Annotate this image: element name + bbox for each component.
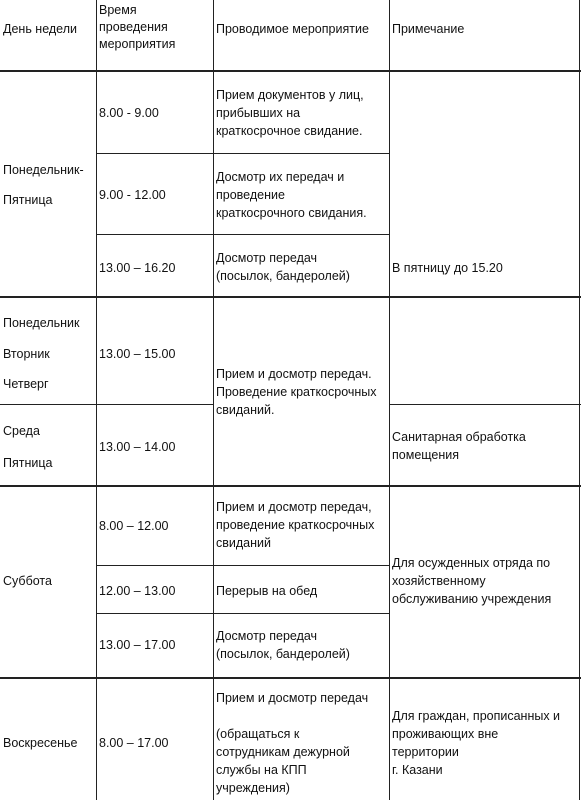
event-cell: Досмотр передач (посылок, бандеролей) (216, 629, 350, 661)
row-divider (96, 153, 390, 154)
day-label: Суббота (3, 574, 52, 588)
event-cell: Досмотр их передач и проведение краткосрочного свидания. (216, 170, 367, 220)
row-divider (0, 296, 581, 298)
day-label: Четверг (3, 377, 49, 391)
day-label: Пятница (3, 193, 53, 207)
note-cell: Санитарная обработка помещения (392, 430, 526, 462)
column-divider (96, 0, 97, 800)
row-divider (0, 404, 213, 405)
event-cell: Прием и досмотр передач, проведение краткосрочных свиданий (216, 500, 375, 550)
day-label: Среда (3, 424, 40, 438)
header-day: День недели (3, 22, 77, 36)
row-divider (0, 70, 581, 72)
time-cell: 8.00 – 17.00 (99, 736, 169, 750)
time-cell: 13.00 – 17.00 (99, 638, 176, 652)
event-cell: Прием документов у лиц, прибывших на краткосрочное свидание. (216, 88, 364, 138)
time-cell: 8.00 – 12.00 (99, 519, 169, 533)
note-cell: Для осужденных отряда по хозяйственному обслуживанию учреждения (392, 556, 552, 606)
day-label: Вторник (3, 347, 50, 361)
row-divider (389, 404, 581, 405)
time-cell: 12.00 – 13.00 (99, 584, 176, 598)
event-cell: Прием и досмотр передач (обращаться к сотрудникам дежурной службы на КПП учреждения) (216, 691, 369, 795)
table-right-border (579, 0, 580, 800)
row-divider (96, 565, 390, 566)
row-divider (96, 234, 390, 235)
day-label: Понедельник (3, 316, 80, 330)
day-label: Воскресенье (3, 736, 78, 750)
time-cell: 13.00 – 15.00 (99, 347, 176, 361)
time-cell: 9.00 - 12.00 (99, 188, 166, 202)
header-note: Примечание (392, 22, 465, 36)
row-divider (0, 485, 581, 487)
note-cell: В пятницу до 15.20 (392, 261, 503, 275)
time-cell: 13.00 – 16.20 (99, 261, 176, 275)
event-cell: Досмотр передач (посылок, бандеролей) (216, 251, 350, 283)
column-divider (213, 0, 214, 800)
header-event: Проводимое мероприятие (216, 22, 369, 36)
time-cell: 8.00 - 9.00 (99, 106, 159, 120)
time-cell: 13.00 – 14.00 (99, 440, 176, 454)
note-cell: Для граждан, прописанных и проживающих вне территории г. Казани (392, 709, 561, 777)
row-divider (0, 677, 581, 679)
header-time: Время проведения мероприятия (99, 3, 176, 51)
day-label: Пятница (3, 456, 53, 470)
row-divider (96, 613, 390, 614)
column-divider (389, 0, 390, 800)
event-cell: Перерыв на обед (216, 584, 318, 598)
day-label: Понедельник- (3, 163, 84, 177)
event-cell: Прием и досмотр передач. Проведение краткосрочных свиданий. (216, 367, 377, 417)
